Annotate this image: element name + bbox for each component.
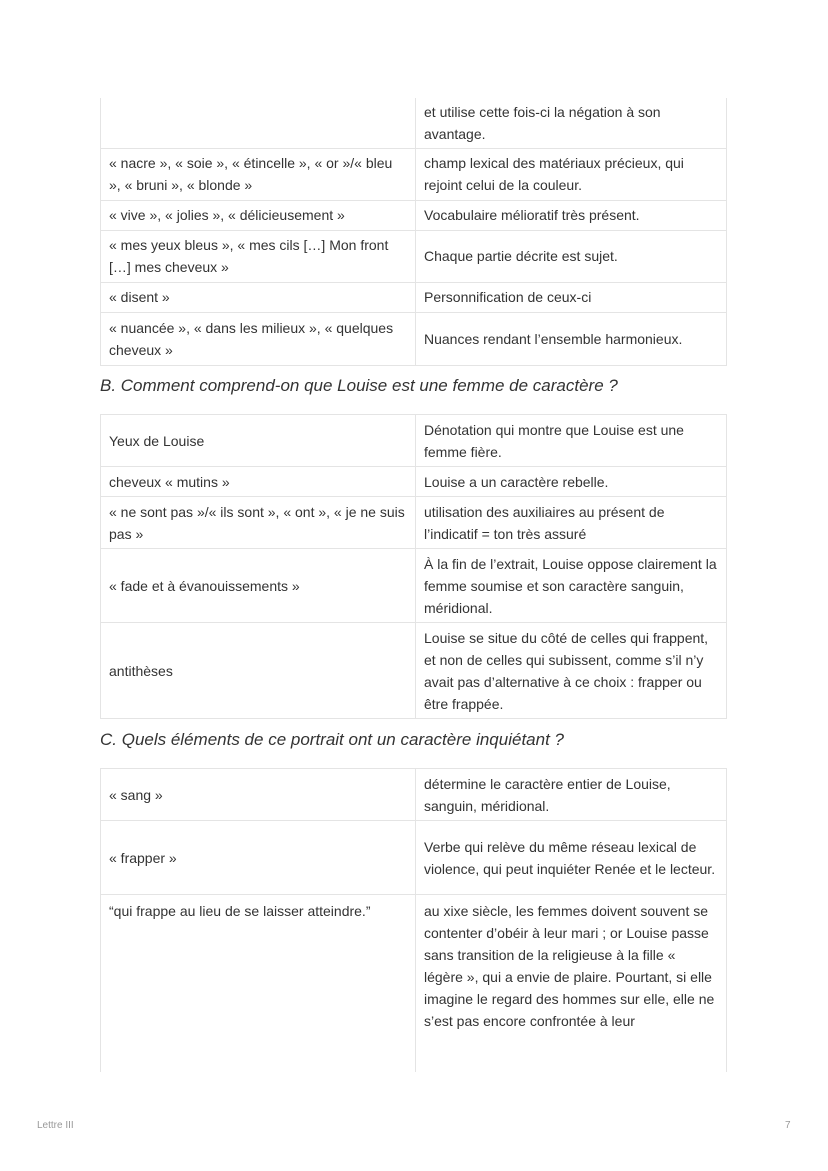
table-a — [100, 98, 727, 366]
cell-analysis: Chaque partie décrite est sujet. — [416, 230, 727, 282]
cell-text: “qui frappe au lieu de se laisser atteindre.” — [101, 895, 416, 1072]
table-row — [101, 497, 727, 549]
table-row — [101, 467, 727, 497]
cell-analysis: et utilise cette fois-ci la négation à son avantage. — [416, 98, 727, 148]
cell-analysis: Verbe qui relève du même réseau lexical de violence, qui peut inquiéter Renée et le lecteur. — [416, 821, 727, 895]
table-b — [100, 414, 727, 719]
cell-text: « nuancée », « dans les milieux », « quelques cheveux » — [101, 312, 416, 365]
cell-analysis: au xixe siècle, les femmes doivent souvent se contenter d’obéir à leur mari ; or Louise passe sans transition de la religieuse à la fille « légère », qui a envie de plaire. Pourtant, si elle imagine le regard des hommes sur elle, elle ne s’est pas encore confrontée à leur — [416, 895, 727, 1072]
table-row — [101, 895, 727, 1072]
table-row — [101, 312, 727, 365]
table-row — [101, 200, 727, 230]
cell-analysis: champ lexical des matériaux précieux, qui rejoint celui de la couleur. — [416, 148, 727, 200]
cell-text: « ne sont pas »/« ils sont », « ont », « je ne suis pas » — [101, 497, 416, 549]
cell-analysis: Louise a un caractère rebelle. — [416, 467, 727, 497]
cell-analysis: À la fin de l’extrait, Louise oppose clairement la femme soumise et son caractère sanguin, méridional. — [416, 549, 727, 623]
cell-analysis: Personnification de ceux-ci — [416, 282, 727, 312]
cell-text: « nacre », « soie », « étincelle », « or »/« bleu », « bruni », « blonde » — [101, 148, 416, 200]
cell-text: « vive », « jolies », « délicieusement » — [101, 200, 416, 230]
cell-text: cheveux « mutins » — [101, 467, 416, 497]
table-row — [101, 98, 727, 148]
table-row — [101, 415, 727, 467]
cell-text: « mes yeux bleus », « mes cils […] Mon front […] mes cheveux » — [101, 230, 416, 282]
table-row — [101, 148, 727, 200]
cell-analysis: Dénotation qui montre que Louise est une femme fière. — [416, 415, 727, 467]
cell-text: antithèses — [101, 623, 416, 719]
page-number: 7 — [785, 1120, 791, 1131]
cell-analysis: Nuances rendant l’ensemble harmonieux. — [416, 312, 727, 365]
cell-text: Yeux de Louise — [101, 415, 416, 467]
cell-text — [101, 98, 416, 148]
table-row — [101, 230, 727, 282]
table-row — [101, 821, 727, 895]
cell-analysis: utilisation des auxiliaires au présent de l’indicatif = ton très assuré — [416, 497, 727, 549]
table-row — [101, 549, 727, 623]
cell-text: « disent » — [101, 282, 416, 312]
cell-text: « fade et à évanouissements » — [101, 549, 416, 623]
cell-analysis: Louise se situe du côté de celles qui frappent, et non de celles qui subissent, comme s’il n’y avait pas d’alternative à ce choix : frapper ou être frappée. — [416, 623, 727, 719]
section-heading-c: C. Quels éléments de ce portrait ont un caractère inquiétant ? — [100, 730, 564, 749]
footer-title: Lettre III — [37, 1120, 74, 1131]
cell-analysis: détermine le caractère entier de Louise, sanguin, méridional. — [416, 769, 727, 821]
table-row — [101, 282, 727, 312]
cell-text: « sang » — [101, 769, 416, 821]
table-row — [101, 623, 727, 719]
cell-analysis: Vocabulaire mélioratif très présent. — [416, 200, 727, 230]
cell-text: « frapper » — [101, 821, 416, 895]
section-heading-b: B. Comment comprend-on que Louise est une femme de caractère ? — [100, 376, 618, 395]
table-c — [100, 768, 727, 1072]
table-row — [101, 769, 727, 821]
